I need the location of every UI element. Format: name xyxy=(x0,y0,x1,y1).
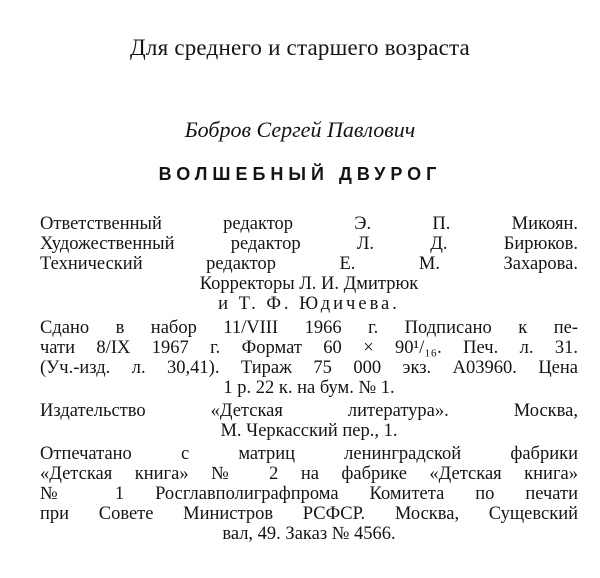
author-name: Бобров Сергей Павлович xyxy=(184,117,416,142)
book-title: ВОЛШЕБНЫЙ ДВУРОГ xyxy=(158,164,442,184)
production-line-1: Сдано в набор 11/VIII 1966 г. Подписано к пе- xyxy=(40,318,578,338)
publisher-line-1: Издательство «Детская литература». Москва, xyxy=(40,401,578,421)
audience-note: Для среднего и старшего возраста xyxy=(130,35,470,60)
printing-line-4: при Совете Министров РСФСР. Москва, Сущевский xyxy=(40,504,578,524)
printing-line-3: № 1 Росглавполиграфпрома Комитета по печати xyxy=(40,484,578,504)
technical-editor: Технический редактор Е. М. Захарова. xyxy=(40,254,578,274)
art-editor: Художественный редактор Л. Д. Бирюков. xyxy=(40,234,578,254)
production-line-2: чати 8/IX 1967 г. Формат 60 × 90¹/₁₆. Печ. л. 31. xyxy=(40,338,578,358)
printing-line-2: «Детская книга» № 2 на фабрике «Детская книга» xyxy=(40,464,578,484)
printing-line-5: вал, 49. Заказ № 4566. xyxy=(222,524,396,544)
responsible-editor: Ответственный редактор Э. П. Микоян. xyxy=(40,214,578,234)
proofreaders-line-1: Корректоры Л. И. Дмитрюк xyxy=(199,274,419,294)
printing-line-1: Отпечатано с матриц ленинградской фабрики xyxy=(40,444,578,464)
publisher-line-2: М. Черкасский пер., 1. xyxy=(220,421,398,441)
production-line-4: 1 р. 22 к. на бум. № 1. xyxy=(223,378,395,398)
proofreaders-line-2: и Т. Ф. Юдичева. xyxy=(218,294,400,314)
production-line-3: (Уч.-изд. л. 30,41). Тираж 75 000 экз. А03960. Цена xyxy=(40,358,578,378)
